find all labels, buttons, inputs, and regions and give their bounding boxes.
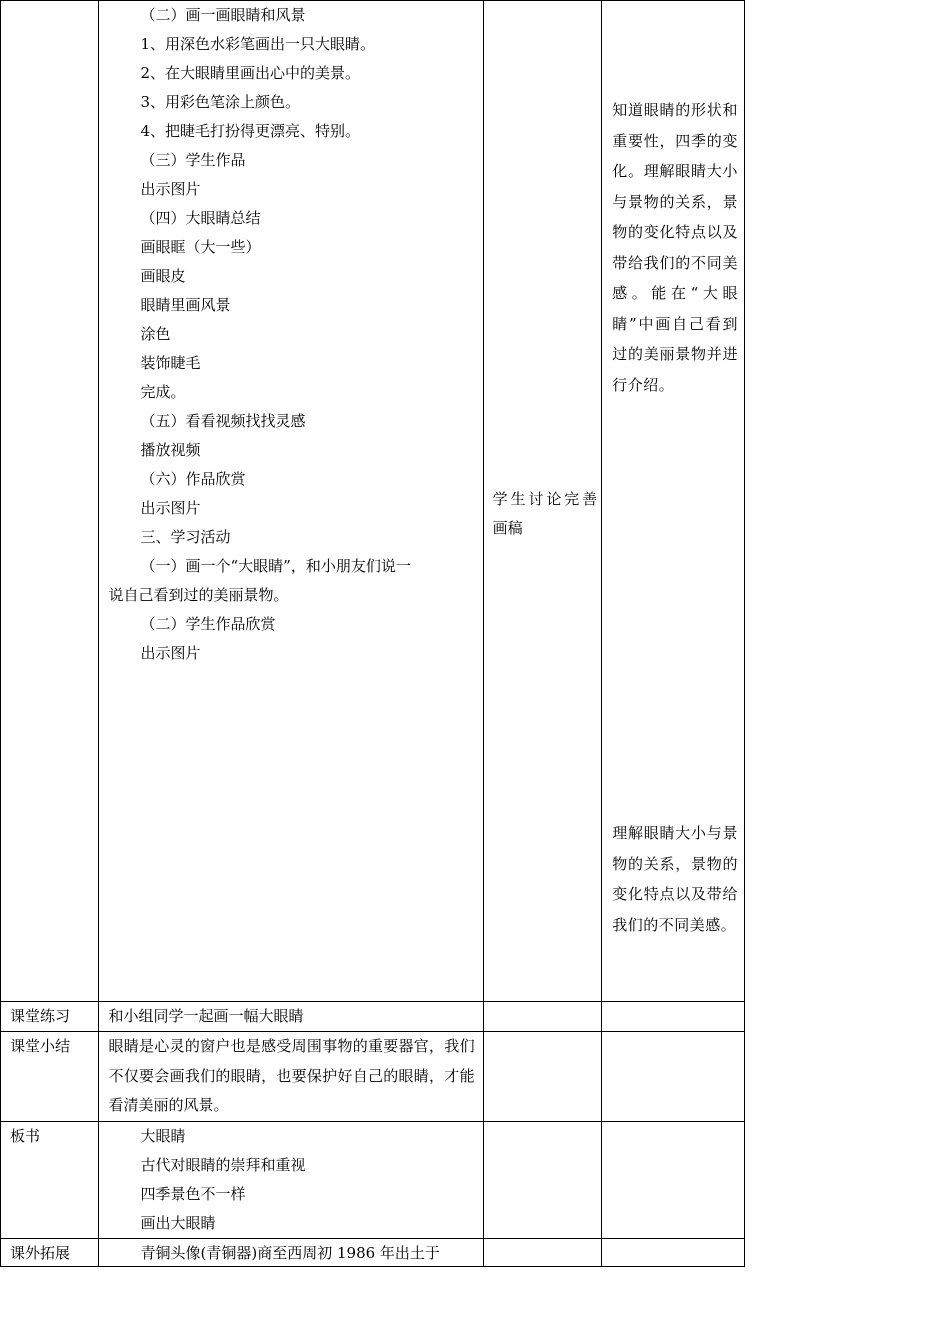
practice-label: 课堂练习 bbox=[10, 1007, 71, 1025]
teaching-process-line: 1、用深色水彩笔画出一只大眼睛。 bbox=[140, 35, 376, 53]
board-label-cell bbox=[1, 1121, 99, 1238]
teaching-process-line: 画眼眶（大一些） bbox=[140, 238, 261, 256]
summary-student-cell bbox=[483, 1032, 602, 1122]
board-line: 画出大眼睛 bbox=[140, 1213, 216, 1232]
teaching-process-lines bbox=[99, 1, 483, 668]
extension-intent-cell bbox=[602, 1238, 745, 1266]
teaching-process-line: 眼睛里画风景 bbox=[140, 296, 231, 314]
teaching-process-line: 播放视频 bbox=[140, 441, 201, 459]
teaching-process-line: 完成。 bbox=[140, 383, 186, 401]
teaching-process-cell bbox=[98, 1, 483, 1002]
summary-label: 课堂小结 bbox=[10, 1037, 71, 1055]
teaching-process-line: （四）大眼睛总结 bbox=[140, 209, 261, 227]
teaching-process-line: 3、用彩色笔涂上颜色。 bbox=[140, 93, 301, 111]
summary-label-cell bbox=[1, 1032, 99, 1122]
extension-content: 青铜头像(青铜器)商至西周初 1986 年出土于 bbox=[140, 1243, 440, 1262]
design-intent-text-2: 理解眼睛大小与景物的关系，景物的变化特点以及带给我们的不同美感。 bbox=[612, 824, 738, 934]
teaching-process-line: （三）学生作品 bbox=[140, 151, 246, 169]
board-line: 古代对眼睛的崇拜和重视 bbox=[140, 1155, 306, 1174]
teaching-process-line: （一）画一个“大眼睛”，和小朋友们说一 bbox=[140, 557, 411, 575]
practice-content: 和小组同学一起画一幅大眼睛 bbox=[108, 1007, 304, 1025]
summary-intent-cell bbox=[602, 1032, 745, 1122]
main-row-label-cell bbox=[1, 1, 99, 1002]
board-intent-cell bbox=[602, 1121, 745, 1238]
practice-intent-cell bbox=[602, 1002, 745, 1032]
practice-content-cell bbox=[98, 1002, 483, 1032]
board-line: 四季景色不一样 bbox=[140, 1184, 246, 1203]
teaching-process-line: 画眼皮 bbox=[140, 267, 186, 285]
teaching-process-line: 涂色 bbox=[140, 325, 171, 343]
board-line: 大眼睛 bbox=[140, 1126, 186, 1145]
summary-content-cell bbox=[98, 1032, 483, 1122]
extension-content-cell bbox=[98, 1238, 483, 1266]
summary-content: 眼睛是心灵的窗户也是感受周围事物的重要器官，我们不仅要会画我们的眼睛，也要保护好自己的眼睛，才能看清美丽的风景。 bbox=[108, 1037, 475, 1114]
design-intent-text-1: 知道眼睛的形状和重要性，四季的变化。理解眼睛大小与景物的关系，景物的变化特点以及带给我们的不同美感。能在“大眼睛”中画自己看到过的美丽景物并进行介绍。 bbox=[612, 101, 738, 394]
board-row bbox=[1, 1121, 745, 1238]
board-label: 板书 bbox=[10, 1126, 41, 1145]
student-activity-cell bbox=[483, 1, 602, 1002]
board-content-cell bbox=[98, 1121, 483, 1238]
teaching-process-line: 装饰睫毛 bbox=[140, 354, 201, 372]
teaching-process-line: 出示图片 bbox=[140, 644, 201, 662]
practice-row bbox=[1, 1002, 745, 1032]
student-activity-text: 学生讨论完善画稿 bbox=[492, 490, 598, 537]
extension-row bbox=[1, 1238, 745, 1266]
teaching-process-line: 三、学习活动 bbox=[140, 528, 231, 546]
teaching-process-line: （五）看看视频找找灵感 bbox=[140, 412, 306, 430]
teaching-process-line: （六）作品欣赏 bbox=[140, 470, 246, 488]
design-intent-cell bbox=[602, 1, 745, 1002]
practice-student-cell bbox=[483, 1002, 602, 1032]
teaching-process-line: 说自己看到过的美丽景物。 bbox=[108, 586, 289, 604]
teaching-process-line: 出示图片 bbox=[140, 180, 201, 198]
teaching-process-line: 4、把睫毛打扮得更漂亮、特别。 bbox=[140, 122, 361, 140]
extension-label: 课外拓展 bbox=[10, 1243, 71, 1262]
teaching-process-line: （二）学生作品欣赏 bbox=[140, 615, 276, 633]
summary-row bbox=[1, 1032, 745, 1122]
extension-student-cell bbox=[483, 1238, 602, 1266]
teaching-process-line: （二）画一画眼睛和风景 bbox=[140, 6, 306, 24]
teaching-process-line: 2、在大眼睛里画出心中的美景。 bbox=[140, 64, 361, 82]
practice-label-cell bbox=[1, 1002, 99, 1032]
main-content-row bbox=[1, 1, 745, 1002]
teaching-process-line: 出示图片 bbox=[140, 499, 201, 517]
extension-label-cell bbox=[1, 1238, 99, 1266]
board-student-cell bbox=[483, 1121, 602, 1238]
